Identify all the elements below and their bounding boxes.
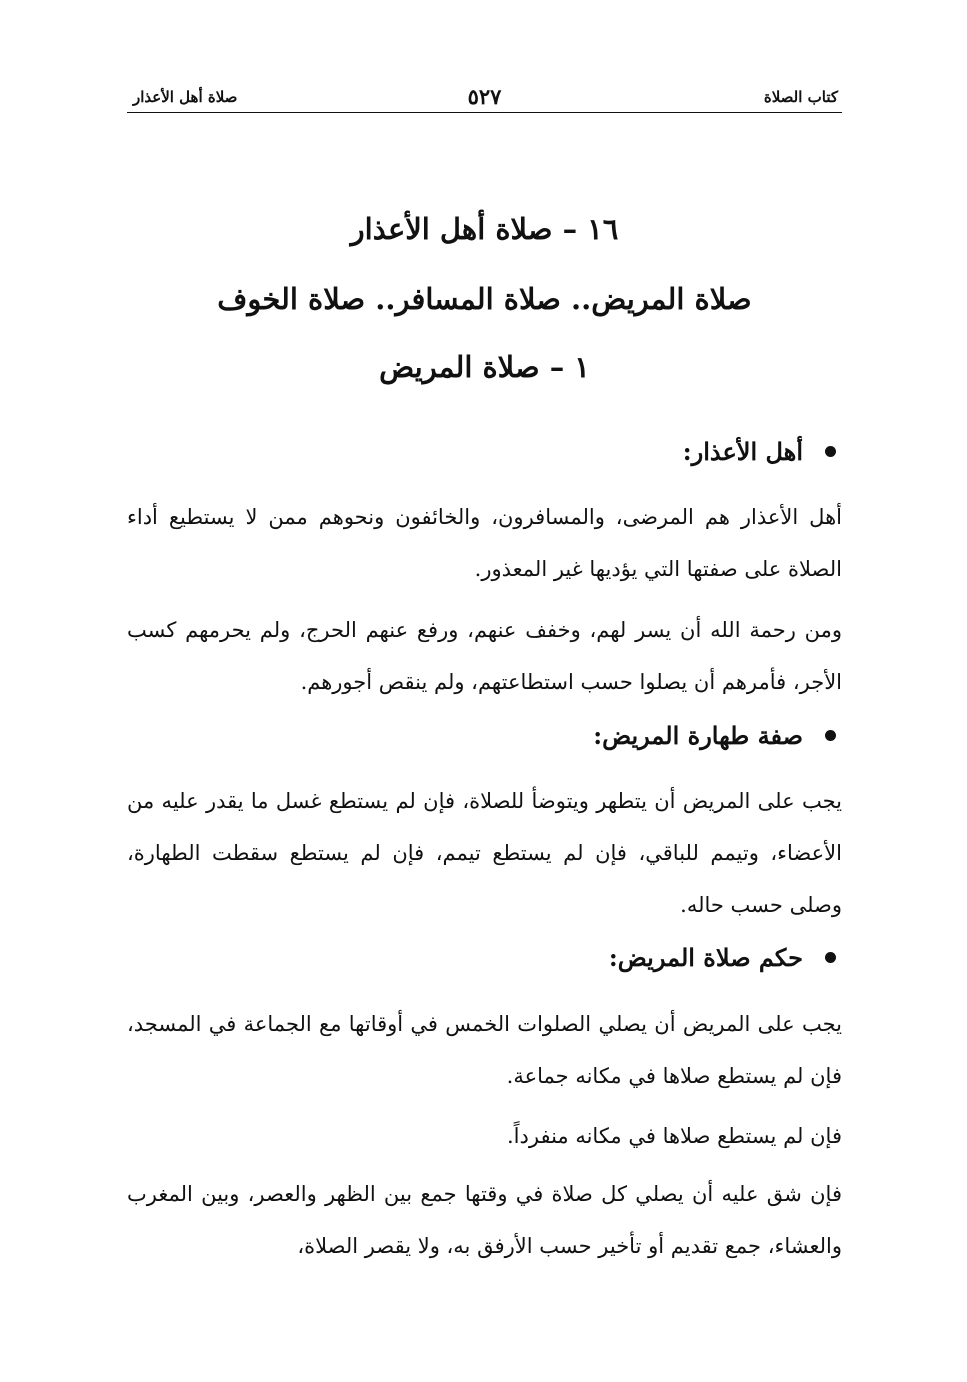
section-heading-text: حكم صلاة المريض:: [608, 943, 803, 972]
page-header: [127, 84, 842, 113]
section-title: ١ – صلاة المريض: [379, 350, 590, 384]
section-heading-text: أهل الأعذار:: [682, 437, 803, 466]
book-page: [127, 0, 842, 1382]
paragraph: يجب على المريض أن يتطهر ويتوضأ للصلاة، فإن لم يستطع غسل ما يقدر عليه من الأعضاء، وتيمم للباقي، فإن لم يستطع تيمم، فإن لم يستطع سقطت الطهارة، وصلى حسب حاله.: [127, 789, 842, 917]
header-chapter-title: صلاة أهل الأعذار: [133, 88, 238, 106]
section-heading: [127, 943, 836, 972]
paragraph: فإن لم يستطع صلاها في مكانه منفرداً.: [507, 1124, 842, 1148]
section-heading: [127, 437, 836, 466]
bullet-icon: [825, 730, 836, 741]
chapter-title: ١٦ – صلاة أهل الأعذار: [350, 212, 619, 246]
header-book-title: كتاب الصلاة: [763, 88, 838, 106]
paragraph: فإن شق عليه أن يصلي كل صلاة في وقتها جمع بين الظهر والعصر، وبين المغرب والعشاء، جمع تقديم أو تأخير حسب الأرفق به، ولا يقصر الصلاة،: [127, 1182, 842, 1258]
chapter-subtitle: صلاة المريض.. صلاة المسافر.. صلاة الخوف: [217, 282, 752, 316]
bullet-icon: [825, 446, 836, 457]
bullet-icon: [825, 952, 836, 963]
section-heading: [127, 721, 836, 750]
page-number: ٥٢٧: [467, 84, 502, 109]
paragraph: ومن رحمة الله أن يسر لهم، وخفف عنهم، ورفع عنهم الحرج، ولم يحرمهم كسب الأجر، فأمرهم أن يصلوا حسب استطاعتهم، ولم ينقص أجورهم.: [127, 618, 842, 694]
paragraph: يجب على المريض أن يصلي الصلوات الخمس في أوقاتها مع الجماعة في المسجد، فإن لم يستطع صلاها في مكانه جماعة.: [127, 1012, 842, 1088]
paragraph: أهل الأعذار هم المرضى، والمسافرون، والخائفون ونحوهم ممن لا يستطيع أداء الصلاة على صفتها التي يؤديها غير المعذور.: [127, 505, 842, 581]
section-heading-text: صفة طهارة المريض:: [593, 721, 803, 750]
